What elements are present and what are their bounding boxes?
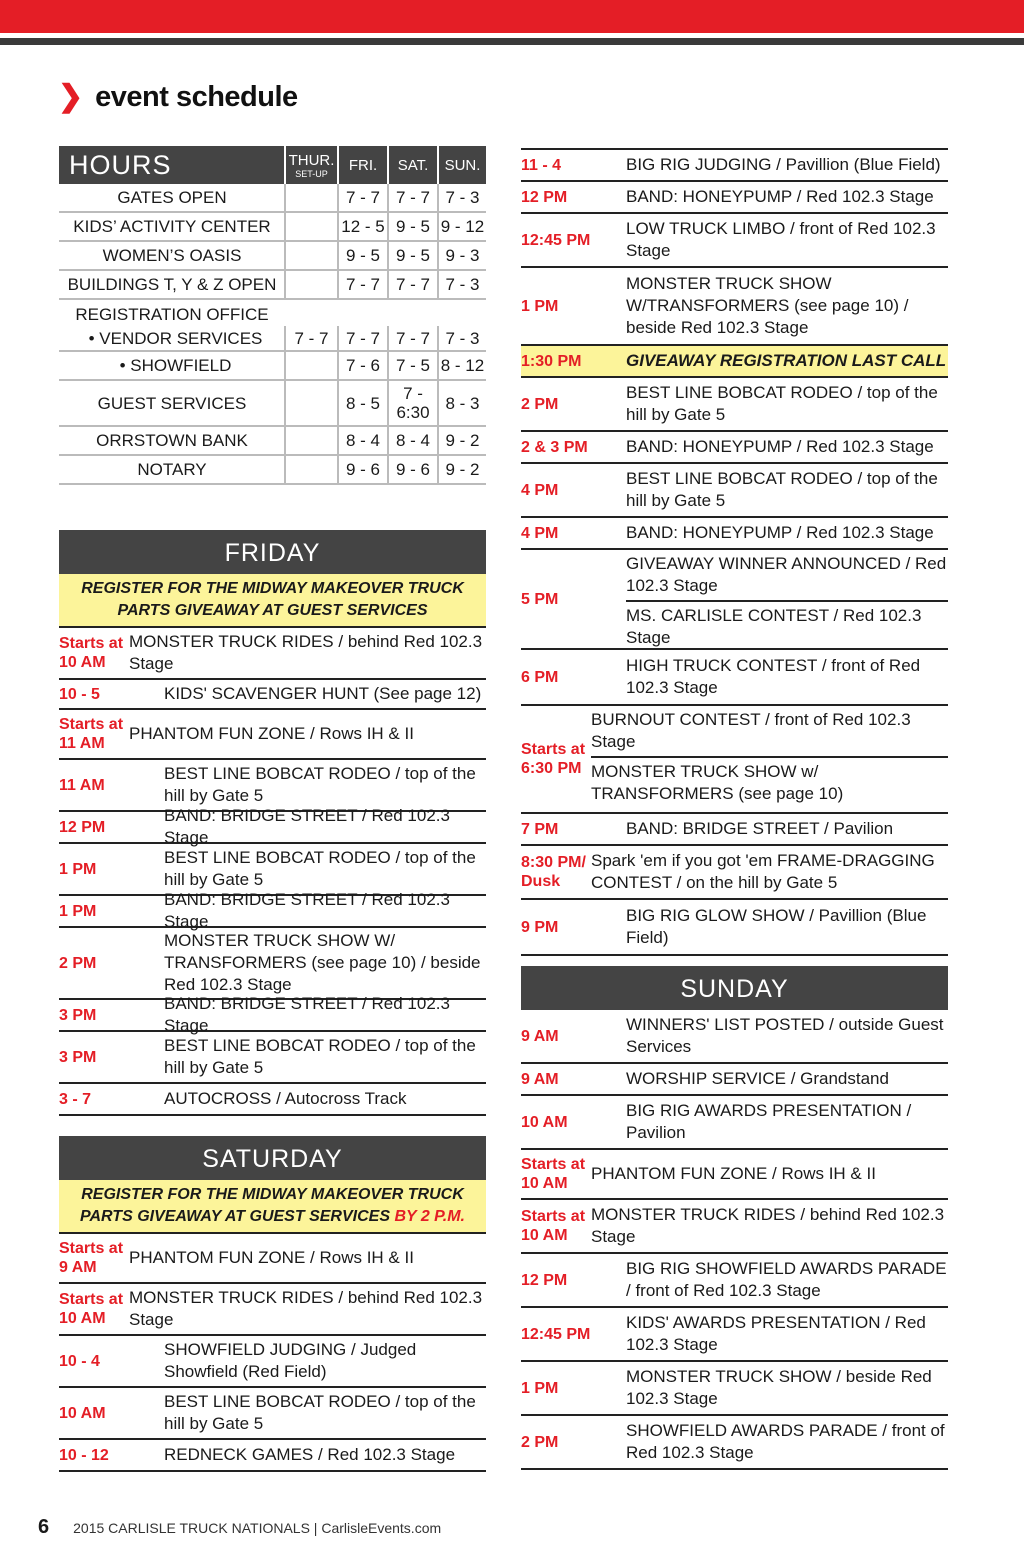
- hours-row-name: WOMEN’S OASIS: [102, 246, 242, 265]
- schedule-row: [521, 1308, 948, 1362]
- hours-row: [59, 456, 486, 485]
- hours-cell-sun: 7 - 3: [437, 326, 486, 350]
- event-time: 2 PM: [521, 395, 559, 413]
- hours-cell-sat: 7 - 5: [387, 352, 437, 379]
- schedule-row: [59, 1388, 486, 1440]
- hours-cell-sun: 9 - 2: [437, 427, 486, 454]
- event-desc: MONSTER TRUCK SHOW W/TRANSFORMERS (see page 10) / beside Red 102.3 Stage: [626, 274, 909, 337]
- col-thur: THUR. SET-UP: [284, 146, 337, 184]
- schedule-row: [59, 890, 486, 931]
- hours-cell-sat: 7 - 7: [387, 184, 437, 211]
- schedule-row: [59, 710, 486, 760]
- hours-cell-fri: 9 - 6: [337, 456, 387, 483]
- event-desc: KIDS' SCAVENGER HUNT (See page 12): [164, 684, 482, 703]
- event-time: 10 - 5: [59, 685, 100, 703]
- col-fri: FRI.: [337, 146, 387, 184]
- schedule-row: [521, 268, 948, 346]
- schedule-row: [521, 378, 948, 432]
- event-time: 10 - 12: [59, 1446, 109, 1464]
- hours-row: [59, 213, 486, 242]
- event-desc: BEST LINE BOBCAT RODEO / top of the hill by Gate 5: [164, 848, 476, 889]
- event-desc: BURNOUT CONTEST / front of Red 102.3 Stage: [591, 706, 948, 758]
- event-time: 4 PM: [521, 524, 559, 542]
- schedule-row: [59, 806, 486, 847]
- hours-cell-sat: 8 - 4: [387, 427, 437, 454]
- event-time: 7 PM: [521, 820, 559, 838]
- event-desc-group: [626, 550, 948, 648]
- hours-cell-sat: 7 - 6:30: [387, 381, 437, 425]
- top-red-band: [0, 0, 1024, 33]
- event-time: 8:30 PM/ Dusk: [521, 854, 586, 890]
- page-footer: [38, 1516, 441, 1539]
- hours-row-name: ORRSTOWN BANK: [96, 431, 248, 450]
- event-time: 1 PM: [59, 902, 97, 920]
- event-time: 2 PM: [521, 1433, 559, 1451]
- schedule-row: [521, 1200, 948, 1254]
- schedule-row: [521, 846, 948, 900]
- event-time: 3 PM: [59, 1006, 97, 1024]
- event-time: 1 PM: [521, 297, 559, 315]
- event-desc: BEST LINE BOBCAT RODEO / top of the hill by Gate 5: [164, 1392, 476, 1433]
- hours-header: [59, 146, 486, 184]
- event-time: Starts at 10 AM: [59, 635, 124, 671]
- hours-cell-thur: [284, 184, 337, 211]
- event-desc: BAND: BRIDGE STREET / Red 102.3 Stage: [164, 806, 450, 847]
- event-desc: BAND: BRIDGE STREET / Red 102.3 Stage: [164, 890, 450, 931]
- schedule-row: [59, 680, 486, 710]
- page-heading: [58, 80, 298, 114]
- event-desc: BEST LINE BOBCAT RODEO / top of the hill by Gate 5: [626, 469, 938, 510]
- schedule-row: [521, 814, 948, 846]
- event-time: 3 - 7: [59, 1090, 92, 1108]
- hours-row-name: GUEST SERVICES: [97, 393, 247, 413]
- event-desc: MONSTER TRUCK RIDES / behind Red 102.3 Stage: [129, 1288, 483, 1329]
- event-desc: PHANTOM FUN ZONE / Rows IH & II: [129, 1248, 414, 1267]
- event-time: 4 PM: [521, 481, 559, 499]
- event-time: Starts at 11 AM: [59, 716, 124, 752]
- event-time: Starts at 6:30 PM: [521, 741, 586, 777]
- hours-cell-sat: 9 - 5: [387, 242, 437, 269]
- hours-row-name: BUILDINGS T, Y & Z OPEN: [67, 275, 277, 294]
- event-desc: BEST LINE BOBCAT RODEO / top of the hill by Gate 5: [164, 764, 476, 805]
- event-desc: WORSHIP SERVICE / Grandstand: [626, 1069, 889, 1088]
- saturday-section: [59, 1136, 486, 1472]
- schedule-row: [59, 1084, 486, 1116]
- event-time: 2 & 3 PM: [521, 438, 588, 456]
- schedule-row: [59, 628, 486, 680]
- schedule-row: [521, 432, 948, 464]
- hours-row: [59, 326, 486, 352]
- event-time: 9 AM: [521, 1070, 559, 1088]
- event-desc: MS. CARLISLE CONTEST / Red 102.3 Stage: [626, 606, 922, 647]
- schedule-row: [521, 650, 948, 706]
- schedule-row: [59, 1032, 486, 1084]
- hours-cell-fri: 8 - 5: [337, 381, 387, 425]
- hours-cell-fri: 7 - 6: [337, 352, 387, 379]
- hours-row: [59, 300, 486, 326]
- schedule-row: [521, 1064, 948, 1096]
- schedule-row: [521, 1096, 948, 1150]
- hours-cell-fri: 8 - 4: [337, 427, 387, 454]
- hours-cell-sun: 9 - 2: [437, 456, 486, 483]
- schedule-row: [59, 928, 486, 1000]
- hours-row-name: REGISTRATION OFFICE: [75, 305, 269, 324]
- event-time: 11 AM: [59, 776, 105, 794]
- hours-cell-fri: 12 - 5: [337, 213, 387, 240]
- hours-row: [59, 271, 486, 300]
- event-desc: BEST LINE BOBCAT RODEO / top of the hill by Gate 5: [626, 383, 938, 424]
- schedule-row: [521, 518, 948, 550]
- schedule-row: [59, 1234, 486, 1284]
- hours-cell-sun: 9 - 12: [437, 213, 486, 240]
- event-desc: BIG RIG AWARDS PRESENTATION / Pavilion: [626, 1101, 912, 1142]
- saturday-title: SATURDAY: [59, 1136, 486, 1180]
- schedule-row: [59, 994, 486, 1035]
- event-time: Starts at 9 AM: [59, 1240, 124, 1276]
- event-desc: WINNERS' LIST POSTED / outside Guest Services: [626, 1015, 944, 1056]
- event-desc: BEST LINE BOBCAT RODEO / top of the hill by Gate 5: [164, 1036, 476, 1077]
- event-desc: LOW TRUCK LIMBO / front of Red 102.3 Stage: [626, 219, 936, 260]
- schedule-row: [521, 464, 948, 518]
- saturday-continued: [521, 148, 948, 956]
- hours-row: [59, 427, 486, 456]
- hours-cell-thur: [284, 381, 337, 425]
- event-desc: MONSTER TRUCK SHOW / beside Red 102.3 Stage: [626, 1367, 932, 1408]
- event-time: 12 PM: [521, 1271, 568, 1289]
- friday-notice: REGISTER FOR THE MIDWAY MAKEOVER TRUCK PARTS GIVEAWAY AT GUEST SERVICES: [59, 574, 486, 628]
- schedule-row: [521, 706, 948, 814]
- hours-cell-thur: 7 - 7: [284, 326, 337, 350]
- schedule-row: [521, 214, 948, 268]
- event-desc: MONSTER TRUCK RIDES / behind Red 102.3 Stage: [591, 1205, 945, 1246]
- hours-cell-sun: 8 - 12: [437, 352, 486, 379]
- event-time: 1 PM: [59, 860, 97, 878]
- hours-row-name: KIDS’ ACTIVITY CENTER: [73, 217, 271, 236]
- event-desc: PHANTOM FUN ZONE / Rows IH & II: [129, 724, 414, 743]
- event-time: 12:45 PM: [521, 231, 591, 249]
- hours-cell-sun: 9 - 3: [437, 242, 486, 269]
- event-desc: GIVEAWAY REGISTRATION LAST CALL: [626, 351, 947, 370]
- saturday-notice: REGISTER FOR THE MIDWAY MAKEOVER TRUCK PARTS GIVEAWAY AT GUEST SERVICES BY 2 P.M.: [59, 1180, 486, 1234]
- event-desc: MONSTER TRUCK SHOW w/ TRANSFORMERS (see page 10): [591, 762, 844, 803]
- hours-cell-sat: 9 - 5: [387, 213, 437, 240]
- hours-cell-sun: 7 - 3: [437, 184, 486, 211]
- hours-cell-thur: [284, 456, 337, 483]
- event-desc: Spark 'em if you got 'em FRAME-DRAGGING CONTEST / on the hill by Gate 5: [591, 851, 935, 892]
- event-time: 10 - 4: [59, 1352, 100, 1370]
- footer-text: 2015 CARLISLE TRUCK NATIONALS | CarlisleEvents.com: [73, 1520, 442, 1536]
- hours-cell-thur: [284, 213, 337, 240]
- schedule-row: [521, 900, 948, 956]
- hours-cell-sun: 8 - 3: [437, 381, 486, 425]
- hours-row: [59, 352, 486, 381]
- schedule-row: [521, 1254, 948, 1308]
- event-desc-group: [591, 706, 948, 812]
- schedule-row: [521, 182, 948, 214]
- event-desc: REDNECK GAMES / Red 102.3 Stage: [164, 1445, 456, 1464]
- event-time: Starts at 10 AM: [521, 1208, 586, 1244]
- event-time: 3 PM: [59, 1048, 97, 1066]
- hours-cell-thur: [284, 242, 337, 269]
- event-time: 10 AM: [521, 1113, 568, 1131]
- event-desc: AUTOCROSS / Autocross Track: [164, 1089, 407, 1108]
- hours-table: [59, 146, 486, 485]
- hours-cell-fri: 7 - 7: [337, 326, 387, 350]
- hours-cell-thur: [284, 427, 337, 454]
- schedule-row: [59, 1440, 486, 1472]
- event-time: Starts at 10 AM: [59, 1291, 124, 1327]
- event-desc: BAND: BRIDGE STREET / Red 102.3 Stage: [164, 994, 450, 1035]
- schedule-row: [521, 1010, 948, 1064]
- hours-row-name: GATES OPEN: [117, 188, 227, 207]
- col-sun: SUN.: [437, 146, 486, 184]
- event-time: 2 PM: [59, 954, 97, 972]
- event-time: Starts at 10 AM: [521, 1156, 586, 1192]
- schedule-row: [521, 150, 948, 182]
- event-time: 10 AM: [59, 1404, 106, 1422]
- hours-cell-sun: 7 - 3: [437, 271, 486, 298]
- event-time: 5 PM: [521, 590, 559, 608]
- hours-row-name: • SHOWFIELD: [119, 356, 232, 375]
- hours-cell-thur: [284, 271, 337, 298]
- hours-cell-fri: 9 - 5: [337, 242, 387, 269]
- hours-cell-sat: 7 - 7: [387, 326, 437, 350]
- event-time: 6 PM: [521, 668, 559, 686]
- event-desc: BIG RIG GLOW SHOW / Pavillion (Blue Field): [626, 906, 927, 947]
- event-desc: GIVEAWAY WINNER ANNOUNCED / Red 102.3 Stage: [626, 550, 948, 602]
- hours-row-spacer: [284, 300, 486, 326]
- sunday-title: SUNDAY: [521, 966, 948, 1010]
- top-dark-rule: [0, 38, 1024, 45]
- event-desc: SHOWFIELD AWARDS PARADE / front of Red 102.3 Stage: [626, 1421, 945, 1462]
- friday-section: [59, 530, 486, 1116]
- hours-cell-fri: 7 - 7: [337, 184, 387, 211]
- event-desc: BAND: HONEYPUMP / Red 102.3 Stage: [626, 187, 934, 206]
- schedule-row: [521, 550, 948, 650]
- sunday-section: [521, 966, 948, 1470]
- schedule-row: [59, 1336, 486, 1388]
- event-desc: BAND: HONEYPUMP / Red 102.3 Stage: [626, 437, 934, 456]
- friday-title: FRIDAY: [59, 530, 486, 574]
- schedule-row: [521, 1416, 948, 1470]
- event-time: 11 - 4: [521, 156, 562, 174]
- event-desc: BIG RIG SHOWFIELD AWARDS PARADE / front of Red 102.3 Stage: [626, 1259, 947, 1300]
- hours-cell-fri: 7 - 7: [337, 271, 387, 298]
- event-desc: SHOWFIELD JUDGING / Judged Showfield (Red Field): [164, 1340, 417, 1381]
- hours-row: [59, 184, 486, 213]
- schedule-row: [521, 346, 948, 378]
- event-desc: MONSTER TRUCK SHOW W/ TRANSFORMERS (see page 10) / beside Red 102.3 Stage: [164, 931, 481, 994]
- schedule-row: [521, 1362, 948, 1416]
- event-time: 12 PM: [59, 818, 106, 836]
- event-desc: KIDS' AWARDS PRESENTATION / Red 102.3 Stage: [626, 1313, 926, 1354]
- event-time: 1:30 PM: [521, 352, 582, 370]
- hours-row-name: NOTARY: [137, 460, 207, 479]
- event-desc: PHANTOM FUN ZONE / Rows IH & II: [591, 1164, 876, 1183]
- page-title: event schedule: [95, 80, 298, 113]
- event-time: 12 PM: [521, 188, 568, 206]
- chevron-right-icon: ❯: [58, 80, 84, 113]
- event-desc: BAND: HONEYPUMP / Red 102.3 Stage: [626, 523, 934, 542]
- page-number: 6: [38, 1516, 50, 1538]
- event-desc: MONSTER TRUCK RIDES / behind Red 102.3 Stage: [129, 632, 483, 673]
- schedule-row: [521, 1150, 948, 1200]
- event-desc: BIG RIG JUDGING / Pavillion (Blue Field): [626, 155, 941, 174]
- hours-title: HOURS: [69, 150, 172, 180]
- hours-cell-sat: 7 - 7: [387, 271, 437, 298]
- hours-cell-thur: [284, 352, 337, 379]
- hours-cell-sat: 9 - 6: [387, 456, 437, 483]
- event-time: 1 PM: [521, 1379, 559, 1397]
- hours-row: [59, 242, 486, 271]
- col-sat: SAT.: [387, 146, 437, 184]
- event-time: 12:45 PM: [521, 1325, 591, 1343]
- event-time: 9 AM: [521, 1027, 559, 1045]
- event-time: 9 PM: [521, 918, 559, 936]
- hours-row-name: • VENDOR SERVICES: [88, 328, 263, 348]
- event-desc: BAND: BRIDGE STREET / Pavilion: [626, 819, 894, 838]
- schedule-row: [59, 1284, 486, 1336]
- hours-row: [59, 381, 486, 427]
- event-desc: HIGH TRUCK CONTEST / front of Red 102.3 Stage: [626, 656, 921, 697]
